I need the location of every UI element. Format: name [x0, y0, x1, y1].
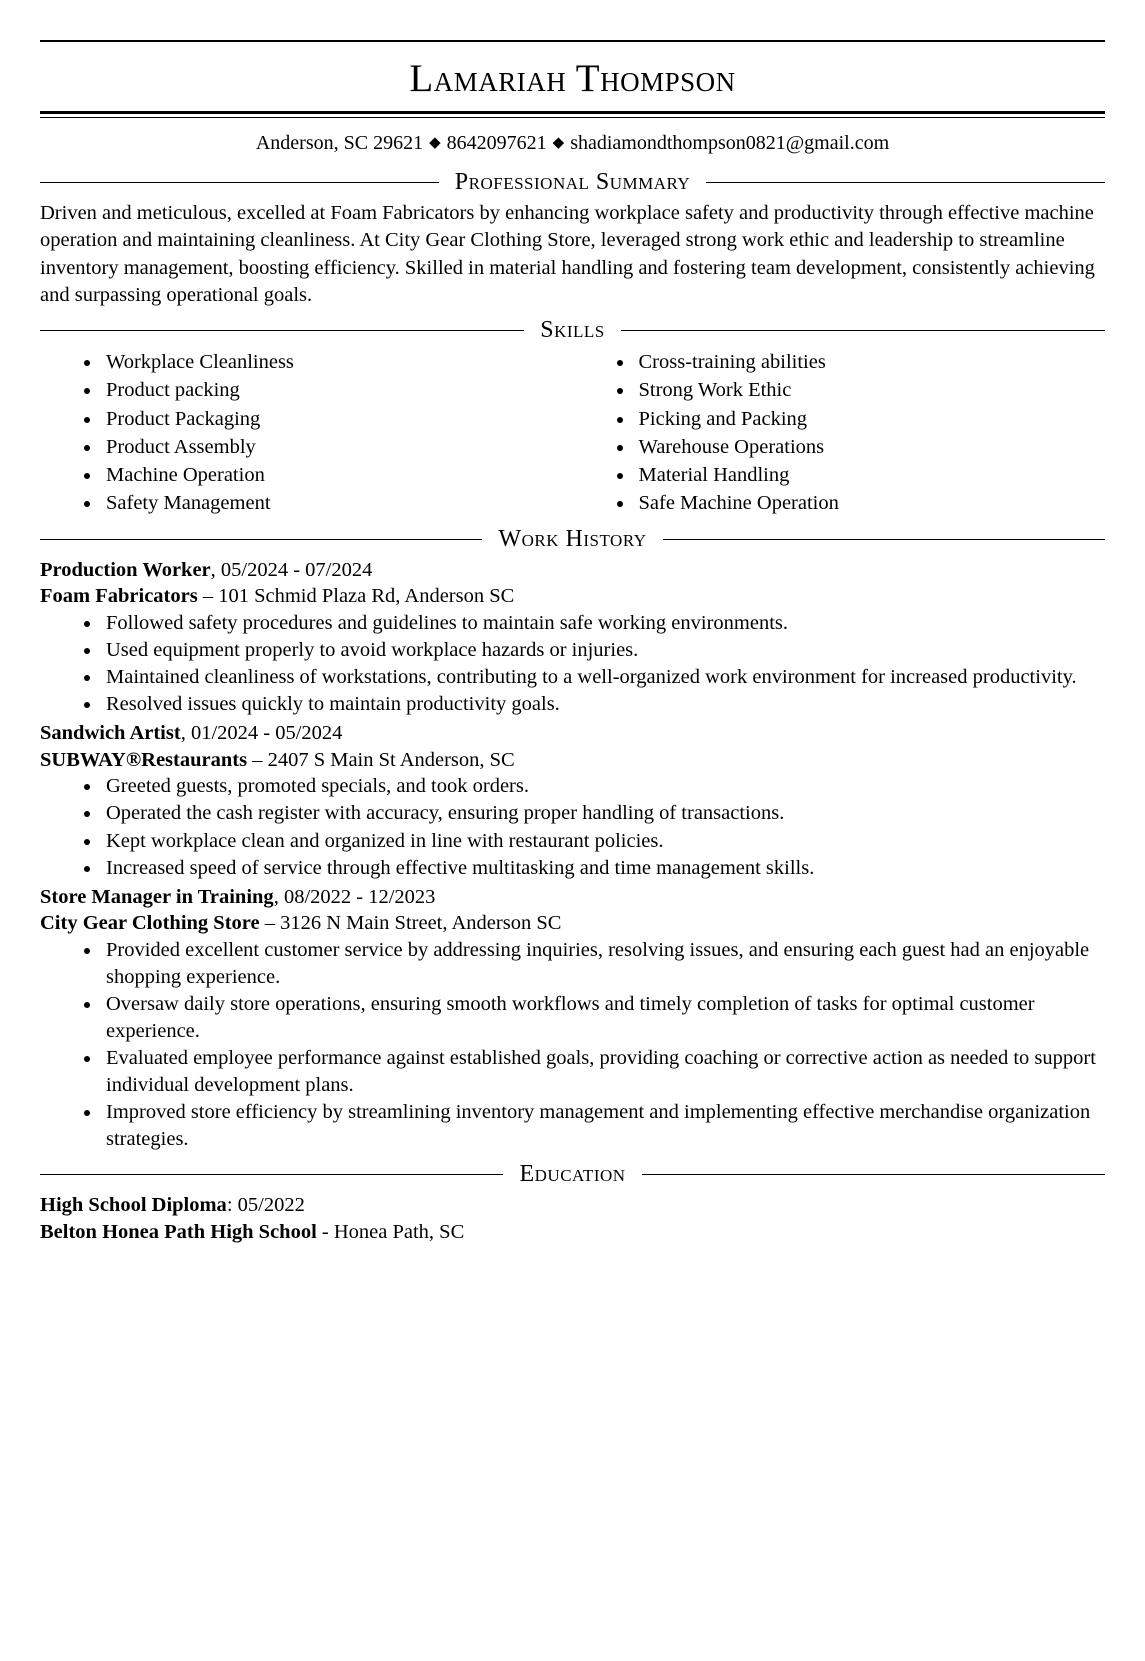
job-bullets [40, 937, 1105, 1153]
diamond-icon: ◆ [429, 135, 441, 151]
candidate-name: Lamariah Thompson [409, 57, 736, 100]
rule-left [40, 182, 439, 183]
job-role: Production Worker [40, 558, 211, 581]
contact-location: Anderson, SC 29621 [255, 132, 424, 154]
job-role: Store Manager in Training [40, 885, 274, 908]
education-school-location: - Honea Path, SC [316, 1221, 465, 1244]
list-item: • Evaluated employee performance against established goals, providing coaching or corrective action as needed to support individual development plans. [102, 1045, 1105, 1099]
list-item: • Safety Management [102, 489, 573, 517]
name-block [40, 42, 1105, 107]
list-item: • Cross-training abilities [635, 348, 1106, 376]
list-item: • Kept workplace clean and organized in line with restaurant policies. [102, 828, 1105, 855]
job-role-line [40, 884, 1105, 911]
job-role-comma: , [180, 722, 191, 745]
list-item: • Product packing [102, 376, 573, 404]
job-dash: – [259, 912, 281, 935]
contact-phone: 8642097621 [446, 132, 547, 154]
list-item: • Product Assembly [102, 433, 573, 461]
list-item: • Workplace Cleanliness [102, 348, 573, 376]
skills-columns [40, 348, 1105, 518]
job-company-line [40, 910, 1105, 937]
list-item: • Increased speed of service through effective multitasking and time management skills. [102, 855, 1105, 882]
section-header-skills [40, 317, 1105, 344]
job-dates: 08/2022 - 12/2023 [283, 885, 436, 908]
rule-right [621, 330, 1105, 331]
rule-right [706, 182, 1105, 183]
job-location: 3126 N Main Street, Anderson SC [280, 912, 562, 935]
list-item: • Resolved issues quickly to maintain productivity goals. [102, 691, 1105, 718]
section-header-education [40, 1161, 1105, 1188]
job-role-comma: , [210, 558, 221, 581]
education-degree: High School Diploma [40, 1194, 227, 1217]
list-item: • Machine Operation [102, 461, 573, 489]
section-title-work-history: Work History [498, 525, 647, 552]
education-school: Belton Honea Path High School [40, 1221, 317, 1244]
education-degree-date: : 05/2022 [226, 1194, 305, 1217]
section-title-summary: Professional Summary [454, 169, 691, 195]
contact-email: shadiamondthompson0821@gmail.com [570, 132, 890, 154]
job-company: Foam Fabricators [40, 585, 198, 608]
job-company-line [40, 583, 1105, 610]
job-company-line [40, 747, 1105, 774]
list-item: • Oversaw daily store operations, ensuring smooth workflows and timely completion of tasks for optimal customer experience. [102, 991, 1105, 1045]
section-header-work-history [40, 526, 1105, 553]
section-title-skills: Skills [540, 317, 605, 343]
job-dash: – [197, 585, 219, 608]
job-dates: 05/2024 - 07/2024 [220, 558, 373, 581]
header-double-rule [40, 111, 1105, 118]
job-role: Sandwich Artist [40, 722, 181, 745]
list-item: • Safe Machine Operation [635, 489, 1106, 517]
rule-left [40, 330, 524, 331]
summary-text: Driven and meticulous, excelled at Foam Fabricators by enhancing workplace safety and productivity through effective machine operation and maintaining cleanliness. At City Gear Clothing Store, leveraged strong work ethic and leadership to streamline inventory management, boosting efficiency. Skilled in material handling and fostering team development, consistently achieving and surpassing operational goals. [40, 202, 1095, 306]
list-item: • Maintained cleanliness of workstations, contributing to a well-organized work environment for increased productivity. [102, 664, 1105, 691]
list-item: • Provided excellent customer service by addressing inquiries, resolving issues, and ensuring each guest had an enjoyable shopping experience. [102, 937, 1105, 991]
education-degree-line [40, 1192, 1105, 1219]
rule-right [663, 539, 1105, 540]
list-item: • Greeted guests, promoted specials, and took orders. [102, 773, 1105, 800]
section-title-education: Education [519, 1161, 626, 1188]
list-item: • Material Handling [635, 461, 1106, 489]
list-item: • Operated the cash register with accuracy, ensuring proper handling of transactions. [102, 800, 1105, 827]
job-entry [40, 557, 1105, 718]
skills-column-left [40, 348, 573, 518]
job-bullets [40, 610, 1105, 718]
list-item: • Followed safety procedures and guidelines to maintain safe working environments. [102, 610, 1105, 637]
section-header-summary [40, 169, 1105, 196]
diamond-icon: ◆ [552, 135, 565, 151]
job-company: City Gear Clothing Store [40, 912, 260, 935]
list-item: • Used equipment properly to avoid workplace hazards or injuries. [102, 637, 1105, 664]
job-location: 2407 S Main St Anderson, SC [267, 748, 515, 771]
list-item: • Product Packaging [102, 405, 573, 433]
list-item: • Warehouse Operations [635, 433, 1106, 461]
rule-left [40, 539, 482, 540]
job-dates: 01/2024 - 05/2024 [190, 722, 343, 745]
job-entry [40, 884, 1105, 1154]
list-item: • Strong Work Ethic [635, 376, 1106, 404]
skills-column-right [573, 348, 1106, 518]
job-entry [40, 720, 1105, 881]
education-school-line [40, 1219, 1105, 1246]
contact-line [40, 118, 1105, 161]
job-role-comma: , [273, 885, 284, 908]
job-role-line [40, 720, 1105, 747]
rule-right [642, 1174, 1105, 1175]
job-role-line [40, 557, 1105, 584]
job-bullets [40, 773, 1105, 881]
list-item: • Improved store efficiency by streamlining inventory management and implementing effective merchandise organization strategies. [102, 1099, 1105, 1153]
job-location: 101 Schmid Plaza Rd, Anderson SC [218, 585, 515, 608]
list-item: • Picking and Packing [635, 405, 1106, 433]
job-dash: – [247, 748, 268, 771]
rule-left [40, 1174, 503, 1175]
job-company: SUBWAY®Restaurants [40, 748, 248, 771]
